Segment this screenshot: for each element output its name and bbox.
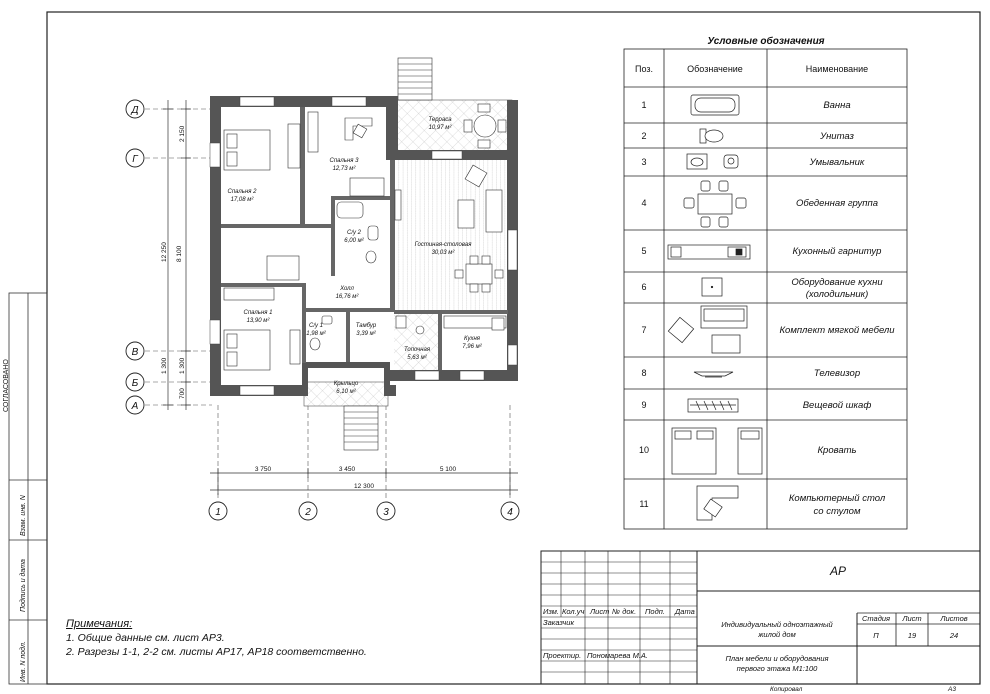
- legend-pos-9: 9: [641, 400, 647, 410]
- legend-pos-5: 5: [641, 246, 647, 256]
- room-vestibule-name: Тамбур: [355, 323, 377, 329]
- tb-designer-name: Пономарева М.А.: [587, 651, 648, 660]
- legend-header-pos: Поз.: [635, 64, 653, 74]
- dim-bottom-2: 3 450: [338, 466, 356, 473]
- dining-set-icon: [684, 181, 746, 227]
- tb-col-date: Дата: [675, 607, 695, 616]
- legend-pos-8: 8: [641, 368, 647, 378]
- tb-project: Индивидуальный одноэтажный: [721, 620, 833, 629]
- bathtub-icon: [691, 95, 739, 115]
- axis-col-3: 3: [383, 507, 389, 518]
- dim-left-mid: 8 100: [176, 245, 183, 262]
- legend-name-6: Оборудование кухни: [791, 277, 883, 288]
- room-vestibule-area: 3,39 м²: [356, 331, 376, 337]
- axis-row-d: Д: [131, 105, 139, 116]
- room-bed3-name: Спальня 3: [329, 158, 359, 164]
- wardrobe-icon: [688, 399, 738, 412]
- room-bed2-area: 17,08 м²: [230, 197, 254, 203]
- sink-icon: [687, 154, 738, 169]
- legend-pos-6: 6: [641, 282, 647, 292]
- side-stamp: [9, 293, 47, 684]
- dim-left-outer: 12 250: [161, 242, 168, 262]
- legend-name-9: Вещевой шкаф: [802, 400, 872, 411]
- dim-left-1: 2 150: [179, 125, 186, 142]
- tb-role-designer: Проектир.: [543, 651, 582, 660]
- room-hall-area: 16,76 м²: [335, 294, 359, 300]
- tb-col-kol: Кол.уч: [562, 607, 585, 616]
- tb-sheet-title: План мебели и оборудования: [725, 654, 829, 663]
- note-2: 2. Разрезы 1-1, 2-2 см. листы АР17, АР18 соответственно.: [66, 646, 367, 658]
- dim-total: 12 300: [354, 483, 374, 490]
- tb-sheet-title-2: первого этажа М1:100: [736, 664, 818, 673]
- legend-name-11b: со стулом: [813, 506, 861, 517]
- room-living-area: 30,03 м²: [431, 250, 455, 256]
- sofa-set-icon: [668, 306, 747, 353]
- legend-name-7: Комплект мягкой мебели: [779, 325, 895, 336]
- legend-name-5: Кухонный гарнитур: [792, 246, 882, 257]
- tv-icon: [694, 372, 733, 377]
- dim-bottom-1: 3 750: [254, 466, 272, 473]
- legend-pos-1: 1: [641, 100, 647, 110]
- computer-desk-icon: [697, 486, 738, 520]
- legend-title: Условные обозначения: [707, 36, 825, 47]
- tb-project-2: жилой дом: [758, 630, 796, 639]
- legend-header-symbol: Обозначение: [687, 64, 743, 74]
- legend-pos-10: 10: [638, 445, 650, 455]
- notes-heading: Примечания:: [66, 618, 133, 630]
- room-wc1-area: 1,98 м²: [306, 331, 326, 337]
- dim-left-3: 1 300: [161, 357, 168, 374]
- axis-row-a: А: [131, 401, 139, 412]
- floor-plan: [126, 58, 519, 520]
- legend-name-2: Унитаз: [820, 131, 854, 142]
- toilet-icon: [700, 129, 723, 143]
- legend-pos-3: 3: [641, 157, 647, 167]
- dim-left-4: 700: [179, 388, 186, 399]
- legend-name-6b: (холодильник): [805, 289, 869, 300]
- dim-left-2: 1 300: [179, 357, 186, 374]
- dim-bottom-3: 5 100: [439, 466, 457, 473]
- room-porch-area: 6,10 м²: [336, 389, 356, 395]
- room-bed3-area: 12,73 м²: [332, 166, 356, 172]
- legend-pos-7: 7: [641, 325, 647, 335]
- room-wc2-area: 6,00 м²: [344, 238, 364, 244]
- tb-col-doc: № док.: [612, 607, 637, 616]
- room-wc2-name: С/у 2: [346, 230, 362, 236]
- tb-sheets-label: Листов: [940, 614, 968, 623]
- legend-table: [624, 35, 907, 529]
- axis-col-4: 4: [507, 507, 513, 518]
- axis-col-2: 2: [305, 507, 311, 518]
- room-bed2-name: Спальня 2: [227, 189, 257, 195]
- room-living-name: Гостиная-столовая: [414, 242, 472, 248]
- note-1: 1. Общие данные см. лист АР3.: [66, 632, 225, 644]
- tb-col-sign: Подп.: [645, 607, 665, 616]
- legend-pos-4: 4: [641, 198, 647, 208]
- legend-name-10: Кровать: [817, 445, 857, 456]
- legend-name-1: Ванна: [823, 100, 851, 111]
- room-hall-name: Холл: [340, 286, 354, 292]
- legend-header-name: Наименование: [805, 64, 869, 74]
- stamp-inv-orig: Инв. N подл.: [20, 641, 27, 682]
- legend-pos-2: 2: [641, 131, 647, 141]
- kitchen-unit-icon: [668, 245, 750, 259]
- room-boiler-area: 5,63 м²: [407, 355, 427, 361]
- room-kitchen-area: 7,96 м²: [462, 344, 482, 350]
- tb-sheet: 19: [907, 631, 917, 640]
- room-bed1-name: Спальня 1: [243, 310, 273, 316]
- axis-row-g: Г: [132, 154, 138, 165]
- room-wc1-name: С/у 1: [308, 323, 324, 329]
- bed-icon: [672, 428, 762, 474]
- room-terrace-area: 10,97 м²: [428, 125, 452, 131]
- tb-col-izm: Изм.: [543, 607, 559, 616]
- tb-sheets: 24: [949, 631, 959, 640]
- room-boiler-name: Топочная: [403, 347, 431, 353]
- legend-name-8: Телевизор: [813, 368, 861, 379]
- tb-sheet-label: Лист: [902, 614, 922, 623]
- stamp-replaced: Взам. инв. N: [20, 495, 27, 536]
- tb-stage: П: [873, 631, 879, 640]
- legend-name-4: Обеденная группа: [795, 198, 879, 209]
- stamp-agreed: СОГЛАСОВАНО: [3, 359, 10, 412]
- tb-role-client: Заказчик: [543, 618, 574, 627]
- tb-code: АР: [829, 564, 847, 578]
- tb-format: А3: [948, 686, 956, 693]
- tb-col-list: Лист: [590, 607, 610, 616]
- legend-name-3: Умывальник: [809, 157, 865, 168]
- legend-pos-11: 11: [639, 499, 649, 509]
- room-porch-name: Крыльцо: [333, 381, 359, 387]
- room-kitchen-name: Кухня: [464, 336, 480, 342]
- room-bed1-area: 13,90 м²: [246, 318, 270, 324]
- axis-row-v: В: [131, 347, 139, 358]
- axis-col-1: 1: [215, 507, 221, 518]
- tb-stage-label: Стадия: [861, 614, 891, 623]
- stamp-sign-date: Подпись и дата: [20, 559, 27, 612]
- notes: [66, 617, 367, 659]
- fridge-icon: [702, 278, 722, 296]
- axis-row-b: Б: [131, 378, 139, 389]
- legend-name-11: Компьютерный стол: [788, 493, 886, 504]
- room-terrace-name: Терраса: [428, 117, 452, 123]
- tb-copied: Копировал: [770, 686, 803, 693]
